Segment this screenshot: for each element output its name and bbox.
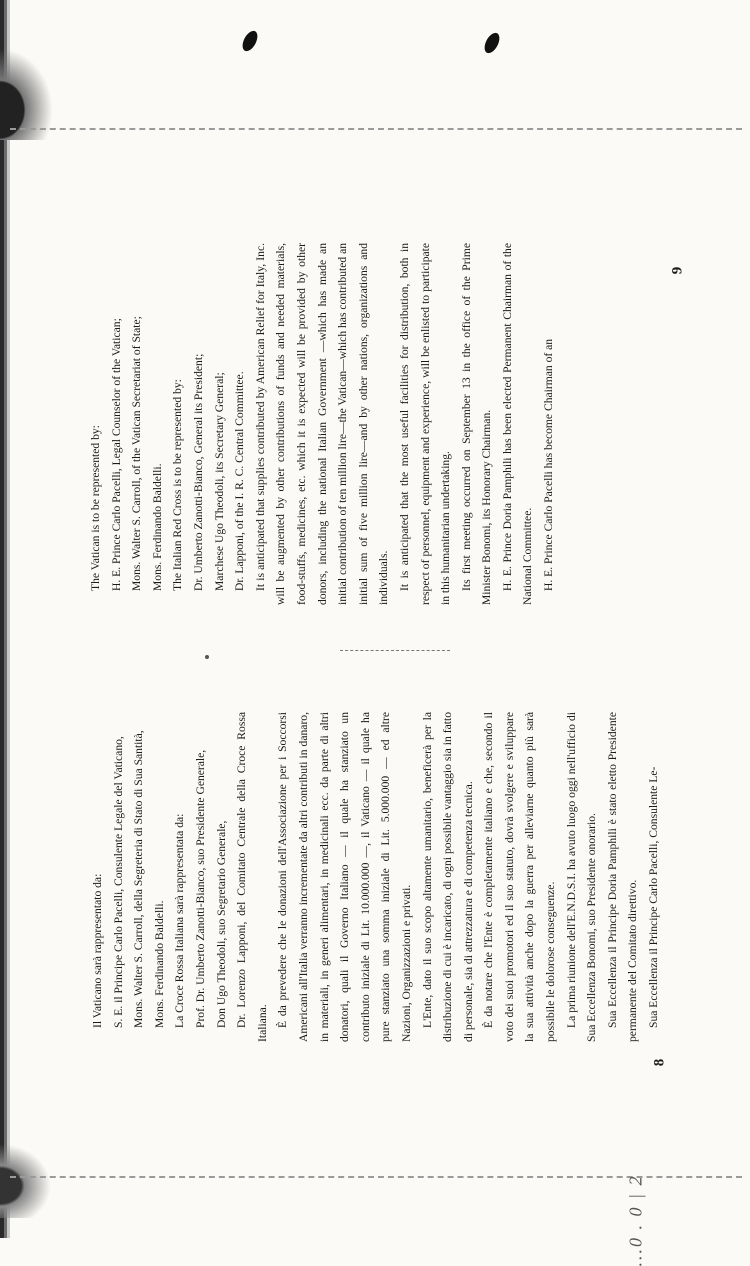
paragraph: Sua Eccellenza il Principe Doria Pamphili è stato eletto Presidente permanente del Comitato direttivo. bbox=[605, 712, 640, 1042]
paragraph: La Croce Rossa Italiana sarà rappresentata da: bbox=[173, 813, 187, 1028]
paragraph: Marchese Ugo Theodoli, its Secretary General; bbox=[212, 372, 226, 591]
ink-spot bbox=[240, 28, 261, 53]
paragraph: La prima riunione dell'E.N.D.S.I. ha avuto luogo oggi nell'ufficio di Sua Eccellenza Bonomi, suo Presidente onorario. bbox=[564, 712, 599, 1042]
italian-text-column bbox=[88, 712, 665, 1042]
paragraph: Don Ugo Theodoli, suo Segretario Generale, bbox=[214, 820, 228, 1028]
paragraph: Sua Eccellenza il Principe Carlo Pacelli, Consulente Le- bbox=[647, 766, 661, 1028]
paragraph: Dr. Lapponi, of the I. R. C. Central Committee. bbox=[233, 371, 247, 591]
paragraph: Dr. Umberto Zanotti-Bianco, General its President; bbox=[191, 353, 205, 591]
english-text-column bbox=[86, 243, 560, 605]
paragraph: It is anticipated that the most useful facilities for distribution, both in respect of personnel, equipment and experience, will be enlisted to participate in this humanitarian undertaking. bbox=[397, 243, 453, 605]
paragraph: L'Ente, dato il suo scopo altamente umanitario, beneficerà per la distribuzione di cui è incaricato, di ogni possibile vantaggio sia in fatto di personale, sia di attrezzatura e di competenza tecnica. bbox=[420, 712, 475, 1042]
center-crease-mark bbox=[340, 650, 450, 651]
paragraph: It is anticipated that supplies contributed by American Relief for Italy, Inc. will be augmented by other contributions of funds and needed materials, food-stuffs, medicines, etc. which it is expected will be provided by other donors, including the national Italian Government —which has made an initial contribution of ten million lire—the Vatican—which has contributed an initial sum of five million lire—and by other nations, organizations and individuals. bbox=[253, 242, 391, 605]
paragraph: Mons. Walter S. Carroll, della Segreteria di Stato di Sua Santità, bbox=[132, 730, 146, 1028]
paragraph: Prof. Dr. Umberto Zanotti-Bianco, suo Presidente Generale, bbox=[193, 749, 207, 1028]
paragraph: Mons. Walter S. Carroll, of the Vatican Secretariat of State; bbox=[130, 316, 144, 591]
paragraph: H. E. Prince Carlo Pacelli, Legal Counselor of the Vatican; bbox=[109, 318, 123, 591]
handwritten-scrawl: ...0 . 0 | 2 bbox=[625, 1174, 646, 1266]
paragraph: H. E. Prince Carlo Pacelli has become Chairman of an bbox=[542, 338, 556, 591]
paragraph: Dr. Lorenzo Lapponi, del Comitato Centrale della Croce Rossa Italiana. bbox=[235, 712, 269, 1042]
scan-left-edge bbox=[0, 0, 14, 1238]
paragraph: The Italian Red Cross is to be represented by: bbox=[171, 379, 185, 591]
paragraph: Il Vaticano sarà rappresentato da: bbox=[91, 873, 104, 1028]
paragraph: H. E. Prince Doria Pamphili has been elected Permanent Chairman of the National Committee. bbox=[500, 243, 535, 605]
center-dot bbox=[205, 655, 209, 659]
page-fold-line-top bbox=[10, 128, 742, 130]
paragraph: Mons. Ferdinando Baldelli. bbox=[152, 900, 166, 1028]
page-number-left: 8 bbox=[651, 1058, 668, 1067]
scan-corner-smudge bbox=[0, 40, 60, 140]
scan-bottom-smudge bbox=[0, 1138, 58, 1218]
paragraph: Mons. Ferdinando Baldelli. bbox=[150, 463, 164, 591]
ink-spot bbox=[482, 30, 503, 55]
paragraph: The Vatican is to be represented by: bbox=[89, 425, 102, 591]
page-number-right: 9 bbox=[669, 266, 686, 275]
paragraph: È da prevedere che le donazioni dell'Associazione per i Soccorsi Americani all'Italia verranno incrementate da altri contributi in danaro, in materiali, in generi alimentari, in medicinali ecc. da parte di altri donatori, quali il Governo Italiano — il quale ha stanziato un contributo iniziale di Lit. 10.000.000 —, il Vaticano — il quale ha pure stanziato una somma iniziale di Lit. 5.000.000 — ed altre Nazioni, Organizzazioni e privati. bbox=[276, 712, 413, 1042]
paragraph: S. E. il Principe Carlo Pacelli, Consulente Legale del Vaticano, bbox=[111, 736, 125, 1028]
paragraph: È da notare che l'Ente è completamente italiano e che, secondo il voto dei suoi promotori ed il suo statuto, dovrà svolgere e sviluppare la sua attività anche dopo la guerra per alleviarne quanto più sarà possibile le dolorose conseguenze. bbox=[482, 712, 558, 1042]
paragraph: Its first meeting occurred on September 13 in the office of the Prime Minister Bonomi, its Honorary Chairman. bbox=[459, 243, 494, 605]
